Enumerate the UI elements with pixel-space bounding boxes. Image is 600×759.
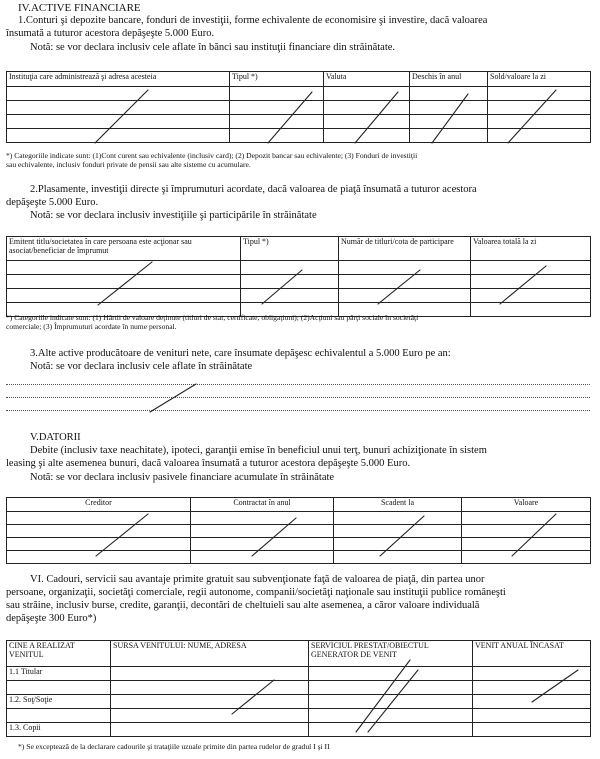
section-iv-q3-line1: 3.Alte active producătoare de venituri nete, care însumate depăşesc echivalentul a 5.000 Euro pe an: [30,348,451,359]
section-v-line1: Debite (inclusiv taxe neachitate), ipoteci, garanţii emise în beneficiul unui terţ, bunuri achiziţionate în sistem [30,445,487,456]
header-numar-titluri: Număr de titluri/cota de participare [339,237,471,261]
header-deschis: Deschis în anul [410,72,488,87]
section-vi-line2: persoane, organizaţii, societăţi comerciale, regii autonome, companii/societăţi naţionale sau instituţii publice româneşti [6,587,506,598]
section-iv-q2-line2: depăşeşte 5.000 Euro. [6,197,99,208]
header-serviciul-prestat: SERVICIUL PRESTAT/OBIECTUL GENERATOR DE VENIT [309,641,473,667]
table-row [7,115,591,129]
table-row [7,275,591,289]
section-iv-q2-line1: 2.Plasamente, investiţii directe şi împrumuturi acordate, dacă valoarea de piaţă însumată a tuturor acestora [30,184,477,195]
table2-footnote-line2: comerciale; (3) Împrumuturi acordate în nume personal. [6,322,177,331]
header-scadent: Scadent la [334,498,462,512]
section-iv-q1-note: Notă: se vor declara inclusiv cele aflate în bănci sau instituţii financiare din străinătate. [30,42,396,53]
header-valuta: Valuta [324,72,410,87]
section-iv-q3-note: Notă: se vor declara inclusiv cele aflate în străinătate [30,361,253,372]
table-row [7,723,591,737]
section-vi-line4: depăşeşte 300 Euro*) [6,613,97,624]
table-conturi-depozite [6,71,591,143]
dotted-line [6,397,590,398]
section-iv-title: IV.ACTIVE FINANCIARE [18,2,141,14]
table-row [7,525,591,538]
strike-mark [150,384,196,412]
header-contractat: Contractat în anul [191,498,334,512]
row-label-copii: 1.3. Copii [7,723,111,737]
header-venit-anual: VENIT ANUAL ÎNCASAT [473,641,591,667]
table-row [7,129,591,143]
table-datorii [6,497,591,564]
section-vi-line3: sau străine, inclusiv burse, credite, garanţii, decontări de cheltuieli sau alte asemenea, a căror valoare individuală [6,600,480,611]
dotted-line [6,384,590,385]
header-emitent: Emitent titlu/societatea în care persoana este acţionar sau asociat/beneficiar de împrumut [7,237,241,261]
section-v-line2: leasing şi alte asemenea bunuri, dacă valoarea însumată a tuturor acestora depăşeşte 5.000 Euro. [6,458,411,469]
table-row [7,667,591,681]
table-row [7,551,591,564]
table-row [7,512,591,525]
section-vi-footnote: *) Se exceptează de la declarare cadourile şi trataţiile uzuale primite din partea rudelor de gradul I şi II [18,742,330,751]
table-row [7,261,591,275]
section-v-title: V.DATORII [30,432,81,443]
section-vi-line1: VI. Cadouri, servicii sau avantaje primite gratuit sau subvenţionate faţă de valoarea de piaţă, din partea unor [30,574,485,585]
table-plasamente [6,236,591,317]
table-row [7,101,591,115]
table-row [7,538,591,551]
header-sold: Sold/valoare la zi [488,72,591,87]
table-row [7,87,591,101]
section-iv-q1-line1: 1.Conturi şi depozite bancare, fonduri de investiţii, forme echivalente de economisire şi investire, dacă valoarea [18,15,488,26]
section-iv-q1-line2: însumată a tuturor acestora depăşeşte 5.000 Euro. [6,28,215,39]
header-cine-a-realizat: CINE A REALIZAT VENITUL [7,641,111,667]
table-row [7,695,591,709]
header-valoarea-totala: Valoarea totală la zi [471,237,591,261]
section-iv-q2-note: Notă: se vor declara inclusiv investiţiile şi participările în străinătate [30,210,317,221]
header-valoare: Valoare [462,498,591,512]
table-row [7,289,591,303]
header-tipul-2: Tipul *) [241,237,339,261]
dotted-line [6,410,590,411]
table1-footnote-line1: *) Categoriile indicate sunt: (1)Cont curent sau echivalente (inclusiv card); (2) Depozit bancar sau echivalente; (3) Fonduri de investiţii [6,151,418,160]
table-cadouri [6,640,591,737]
header-sursa-venitului: SURSA VENITULUI: NUME, ADRESA [111,641,309,667]
table-row [7,709,591,723]
header-institutia: Instituţia care administrează şi adresa acesteia [7,72,230,87]
row-label-titular: 1.1 Titular [7,667,111,681]
table-row [7,681,591,695]
header-creditor: Creditor [7,498,191,512]
header-tipul: Tipul *) [230,72,324,87]
row-label-sot: 1.2. Soţ/Soţie [7,695,111,709]
table1-footnote-line2: sau echivalente, inclusiv fonduri private de pensii sau alte sisteme cu acumulare. [6,160,251,169]
table2-footnote-line1: *) Categoriile indicate sunt: (1) Hârtii de valoare deţinute (titluri de stat, certificate, obligaţiuni); (2)Acţiuni sau părţi sociale în societăţi [6,313,419,322]
section-v-note: Notă: se vor declara inclusiv pasivele financiare acumulate în străinătate [30,472,335,483]
